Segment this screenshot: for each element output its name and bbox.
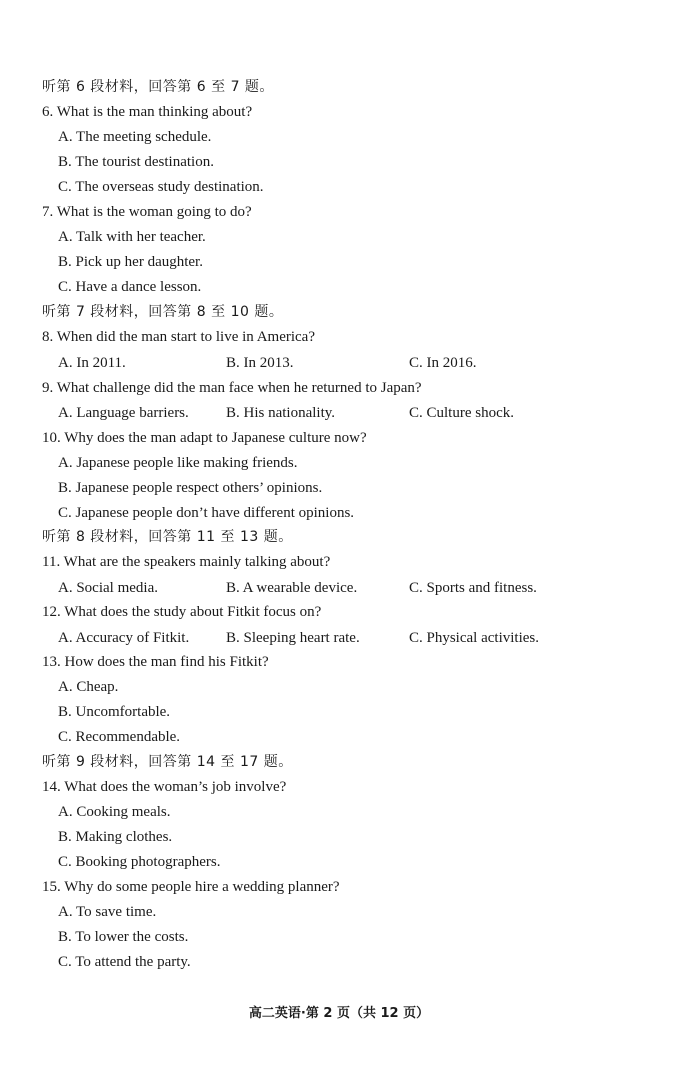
q8-option-a: A. In 2011. [58, 355, 126, 371]
question-14: 14. What does the woman’s job involve? [42, 779, 287, 795]
q6-option-c: C. The overseas study destination. [58, 179, 264, 195]
question-11: 11. What are the speakers mainly talking about? [42, 554, 331, 570]
q12-option-b: B. Sleeping heart rate. [226, 630, 360, 646]
q13-option-b: B. Uncomfortable. [58, 704, 171, 720]
q13-option-a: A. Cheap. [58, 679, 119, 695]
q9-option-b: B. His nationality. [226, 405, 336, 421]
question-6: 6. What is the man thinking about? [42, 104, 253, 120]
q6-option-a: A. The meeting schedule. [58, 129, 212, 145]
section-7-instruction: 听第 7 段材料，回答第 8 至 10 题。 [42, 304, 284, 320]
q10-option-b: B. Japanese people respect others’ opinions. [58, 480, 323, 496]
q14-option-a: A. Cooking meals. [58, 804, 171, 820]
q11-options [58, 577, 638, 599]
q10-option-a: A. Japanese people like making friends. [58, 455, 298, 471]
q10-option-c: C. Japanese people don’t have different opinions. [58, 505, 355, 521]
question-10: 10. Why does the man adapt to Japanese culture now? [42, 430, 367, 446]
q12-options [58, 627, 638, 649]
q15-option-b: B. To lower the costs. [58, 929, 189, 945]
q9-options [58, 402, 638, 424]
q7-option-b: B. Pick up her daughter. [58, 254, 203, 270]
question-13: 13. How does the man find his Fitkit? [42, 654, 269, 670]
q7-option-a: A. Talk with her teacher. [58, 229, 206, 245]
q11-option-c: C. Sports and fitness. [409, 580, 537, 596]
q14-option-c: C. Booking photographers. [58, 854, 221, 870]
page-footer: 高二英语·第 2 页（共 12 页） [248, 1006, 430, 1021]
q13-option-c: C. Recommendable. [58, 729, 181, 745]
q8-option-c: C. In 2016. [409, 355, 477, 371]
q8-option-b: B. In 2013. [226, 355, 294, 371]
question-15: 15. Why do some people hire a wedding planner? [42, 879, 340, 895]
q11-option-b: B. A wearable device. [226, 580, 358, 596]
q9-option-a: A. Language barriers. [58, 405, 189, 421]
q7-option-c: C. Have a dance lesson. [58, 279, 202, 295]
q14-option-b: B. Making clothes. [58, 829, 173, 845]
question-9: 9. What challenge did the man face when he returned to Japan? [42, 380, 422, 396]
section-8-instruction: 听第 8 段材料，回答第 11 至 13 题。 [42, 529, 293, 545]
q9-option-c: C. Culture shock. [409, 405, 514, 421]
q8-options [58, 352, 638, 374]
q15-option-a: A. To save time. [58, 904, 157, 920]
q6-option-b: B. The tourist destination. [58, 154, 214, 170]
question-8: 8. When did the man start to live in America? [42, 329, 315, 345]
section-9-instruction: 听第 9 段材料，回答第 14 至 17 题。 [42, 754, 293, 770]
question-12: 12. What does the study about Fitkit focus on? [42, 604, 322, 620]
question-7: 7. What is the woman going to do? [42, 204, 252, 220]
q12-option-c: C. Physical activities. [409, 630, 539, 646]
q11-option-a: A. Social media. [58, 580, 158, 596]
q15-option-c: C. To attend the party. [58, 954, 191, 970]
section-6-instruction: 听第 6 段材料，回答第 6 至 7 题。 [42, 79, 274, 95]
q12-option-a: A. Accuracy of Fitkit. [58, 630, 190, 646]
